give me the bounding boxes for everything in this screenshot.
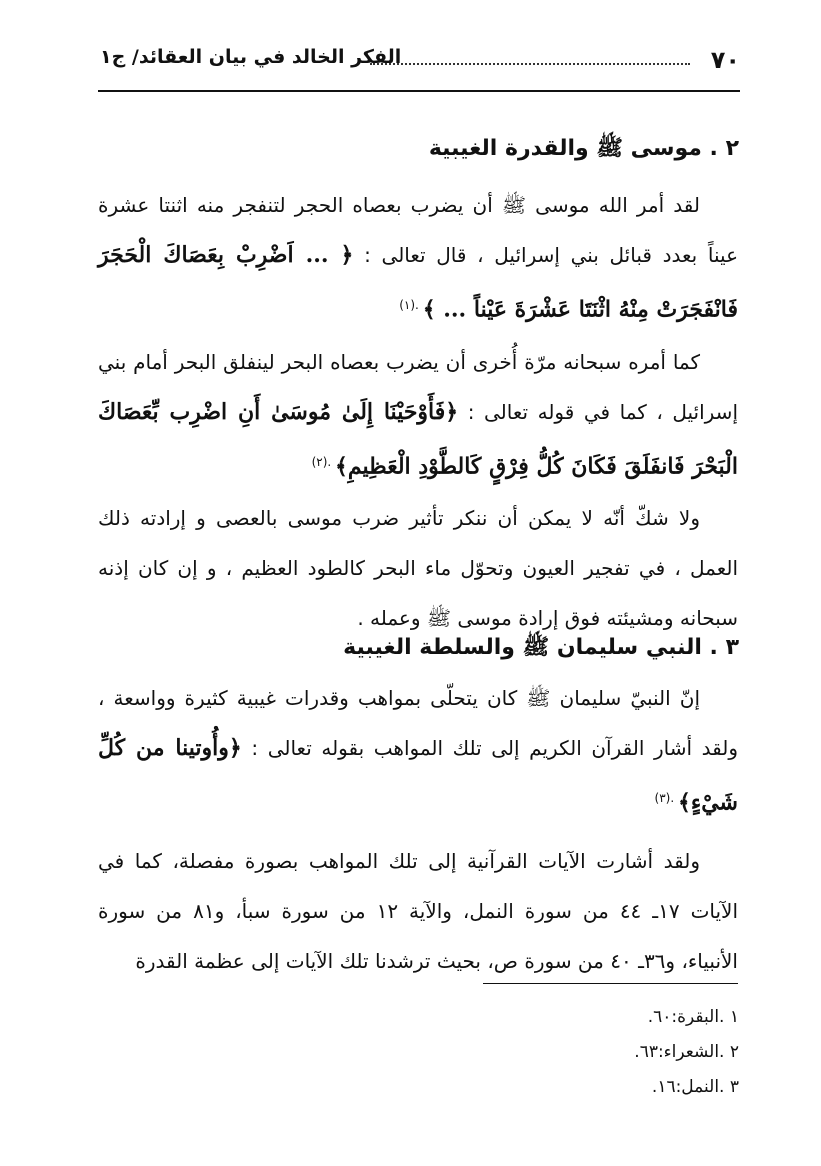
paragraph-solomon-verses: ولقد أشارت الآيات القرآنية إلى تلك المواهب بصورة مفصلة، كما في الآيات ١٧ـ ٤٤ من سورة النمل، والآية ١٢ من سورة سبأ، و٨١ من سورة الأنبياء، و٣٦ـ ٤٠ من سورة ص، بحيث ترشدنا تلك الآيات إلى عظمة القدرة: [98, 848, 739, 973]
quran-verse: ﴿ ... اَضْرِبْ بِعَصَاكَ الْحَجَرَ فَانْفَجَرَتْ مِنْهُ اثْنَتَا عَشْرَةَ عَيْناً ... ﴾: [98, 242, 738, 323]
footnotes: [634, 1000, 739, 1105]
footnote-2: ٢ .الشعراء:٦٣.: [634, 1042, 739, 1062]
quran-verse: ﴿وأُوتينا من كُلِّ شَيْءٍ﴾: [98, 735, 738, 816]
page-number: ٧٠: [710, 46, 740, 74]
header-rule: [98, 90, 740, 92]
header-dotted-leader: [370, 63, 690, 65]
page-header: [100, 38, 740, 88]
footnote-ref: .(١): [399, 298, 423, 312]
footnote-3: ٣ .النمل:١٦.: [651, 1077, 739, 1097]
footnote-1: ١ .البقرة:٦٠.: [647, 1007, 739, 1027]
paragraph-moses-rock: [98, 180, 738, 335]
paragraph-moses-sea: [98, 337, 738, 492]
paragraph-text: لقد أمر الله موسى ﷺ أن يضرب بعصاه الحجر لتنفجر منه اثنتا عشرة عيناً بعدد قبائل بني إسرائيل ، قال تعالى :: [98, 193, 739, 267]
section-solomon-body: [98, 673, 738, 986]
section-moses-body: [98, 180, 738, 643]
running-title: الفكر الخالد في بيان العقائد/ ج١: [100, 46, 402, 68]
footnote-ref: .(٣): [654, 791, 678, 805]
section-heading-solomon: ٣ . النبي سليمان ﷺ والسلطة الغيبية: [343, 635, 739, 660]
footnote-separator: [483, 983, 738, 984]
footnote-ref: .(٢): [311, 454, 336, 469]
paragraph-text: إنّ النبيّ سليمان ﷺ كان يتحلّى بمواهب وقدرات غيبية كثيرة وواسعة ، ولقد أشار القرآن الكريم إلى تلك المواهب بقوله تعالى :: [98, 686, 738, 760]
paragraph-text: كما أمره سبحانه مرّة أُخرى أن يضرب بعصاه البحر لينفلق البحر أمام بني إسرائيل ، كما في قوله تعالى :: [98, 349, 738, 424]
paragraph-moses-conclusion: ولا شكّ أنّه لا يمكن أن ننكر تأثير ضرب موسى بالعصى و إرادته ذلك العمل ، في تفجير العيون وتحوّل ماء البحر كالطود العظيم ، و إن كان إذنه سبحانه ومشيئته فوق إرادة موسى ﷺ وعمله .: [98, 506, 738, 631]
section-heading-moses: ٢ . موسى ﷺ والقدرة الغيبية: [428, 136, 739, 161]
paragraph-solomon-gifts: [98, 673, 738, 828]
quran-verse: ﴿فَأَوْحَيْنَا إِلَىٰ مُوسَىٰ أَنِ اضْرِب بِّعَصَاكَ الْبَحْرَ فَانفَلَقَ فَكَانَ كُلُّ فِرْقٍ كَالطَّوْدِ الْعَظِيمِ﴾: [98, 398, 738, 480]
